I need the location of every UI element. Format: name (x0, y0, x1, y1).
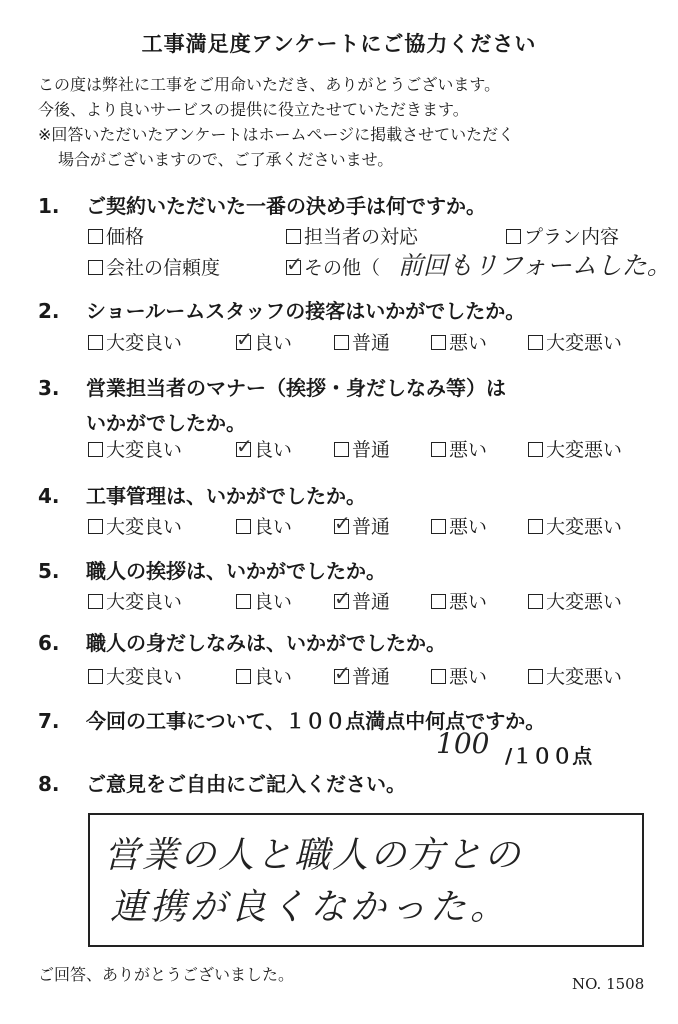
checkbox[interactable] (528, 519, 543, 534)
option-label: 良い (254, 666, 293, 688)
option-label: 良い (254, 516, 293, 538)
question-6 (38, 627, 446, 656)
option-very-good[interactable] (88, 328, 182, 355)
question-number: 4. (38, 484, 60, 508)
checkbox[interactable] (528, 594, 543, 609)
option-very-bad[interactable] (528, 662, 622, 689)
option-good[interactable] (236, 662, 292, 689)
checkbox[interactable] (431, 669, 446, 684)
option-plan[interactable] (506, 222, 619, 249)
checkbox-checked[interactable] (236, 434, 253, 458)
option-very-good[interactable] (88, 587, 182, 614)
handwritten-comment-line: 連携が良くなかった。 (110, 887, 511, 928)
option-label: 普通 (352, 516, 391, 538)
question-text: ご契約いただいた一番の決め手は何ですか。 (86, 194, 486, 218)
check-mark-icon: ✓ (236, 327, 253, 351)
question-5 (38, 555, 386, 584)
option-label: 普通 (352, 666, 391, 688)
option-normal[interactable] (334, 587, 390, 614)
option-label: 大変悪い (546, 439, 623, 461)
question-2 (38, 295, 525, 324)
option-good[interactable] (236, 512, 292, 539)
checkbox[interactable] (528, 442, 543, 457)
option-very-bad[interactable] (528, 328, 622, 355)
checkbox-checked[interactable] (334, 511, 351, 535)
question-text: 職人の身だしなみは、いかがでしたか。 (86, 631, 446, 655)
question-text: ご意見をご自由にご記入ください。 (86, 772, 406, 796)
checkbox-checked[interactable] (334, 586, 351, 610)
option-label: 価格 (106, 226, 145, 248)
question-number: 1. (38, 194, 60, 218)
checkbox[interactable] (88, 594, 103, 609)
handwritten-other-answer: 前回もリフォームした。 (398, 251, 672, 280)
option-label: 大変悪い (546, 332, 623, 354)
option-label: 悪い (449, 516, 488, 538)
check-mark-icon: ✓ (334, 661, 351, 685)
check-mark-icon: ✓ (334, 511, 351, 535)
check-mark-icon: ✓ (334, 586, 351, 610)
option-label: 大変良い (106, 516, 183, 538)
intro-line: 場合がございますので、ご了承くださいませ。 (58, 150, 394, 169)
option-trust[interactable] (88, 253, 220, 280)
option-good[interactable] (236, 587, 292, 614)
option-good[interactable] (236, 435, 292, 462)
question-number: 8. (38, 772, 60, 796)
option-label: その他（ (304, 257, 381, 279)
question-number: 3. (38, 376, 60, 400)
question-number: 6. (38, 631, 60, 655)
checkbox-checked[interactable] (236, 327, 253, 351)
option-staff-response[interactable] (286, 222, 418, 249)
option-normal[interactable] (334, 512, 390, 539)
option-label: 普通 (352, 591, 391, 613)
option-label: 悪い (449, 666, 488, 688)
option-very-good[interactable] (88, 662, 182, 689)
option-very-bad[interactable] (528, 435, 622, 462)
option-label: 悪い (449, 332, 488, 354)
document-number: NO. 1508 (572, 975, 645, 993)
option-normal[interactable] (334, 435, 390, 462)
question-text: 営業担当者のマナー（挨拶・身だしなみ等）は (86, 376, 506, 400)
check-mark-icon: ✓ (236, 434, 253, 458)
checkbox[interactable] (88, 669, 103, 684)
question-4 (38, 480, 366, 509)
option-label: 悪い (449, 591, 488, 613)
option-label: 大変良い (106, 332, 183, 354)
option-very-good[interactable] (88, 512, 182, 539)
option-label: 普通 (352, 439, 391, 461)
question-text: ショールームスタッフの接客はいかがでしたか。 (86, 299, 526, 323)
checkbox[interactable] (334, 335, 349, 350)
option-very-bad[interactable] (528, 512, 622, 539)
option-normal[interactable] (334, 662, 390, 689)
checkbox[interactable] (236, 519, 251, 534)
intro-line: ※回答いただいたアンケートはホームページに掲載させていただく (38, 125, 515, 144)
option-label: 大変良い (106, 439, 183, 461)
checkbox[interactable] (528, 669, 543, 684)
option-label: 良い (254, 591, 293, 613)
option-label: 普通 (352, 332, 391, 354)
option-label: 担当者の対応 (304, 226, 419, 248)
intro-line: この度は弊社に工事をご用命いただき、ありがとうございます。 (38, 75, 501, 94)
option-label: 良い (254, 332, 293, 354)
intro-text (38, 72, 514, 172)
checkbox[interactable] (88, 519, 103, 534)
handwritten-comment-line: 営業の人と職人の方との (104, 835, 523, 876)
comment-box[interactable] (88, 813, 644, 947)
checkbox[interactable] (431, 442, 446, 457)
question-8 (38, 768, 406, 797)
checkbox[interactable] (88, 229, 103, 244)
option-bad[interactable] (431, 435, 487, 462)
option-label: 大変悪い (546, 516, 623, 538)
option-label: 悪い (449, 439, 488, 461)
option-label: 大変良い (106, 591, 183, 613)
question-3 (38, 372, 506, 436)
option-bad[interactable] (431, 512, 487, 539)
check-mark-icon: ✓ (286, 252, 303, 276)
handwritten-score: 100 (436, 727, 490, 760)
checkbox[interactable] (506, 229, 521, 244)
checkbox[interactable] (431, 519, 446, 534)
checkbox-checked[interactable] (286, 252, 303, 276)
option-label: 良い (254, 439, 293, 461)
checkbox[interactable] (431, 594, 446, 609)
question-text: 今回の工事について、１００点満点中何点ですか。 (86, 709, 546, 733)
option-good[interactable] (236, 328, 292, 355)
question-text: 職人の挨拶は、いかがでしたか。 (86, 559, 386, 583)
option-other[interactable] (286, 253, 380, 280)
checkbox[interactable] (236, 669, 251, 684)
question-text-continued: いかがでしたか。 (86, 411, 246, 435)
option-label: 大変良い (106, 666, 183, 688)
option-normal[interactable] (334, 328, 390, 355)
checkbox[interactable] (236, 594, 251, 609)
checkbox[interactable] (334, 442, 349, 457)
option-label: 大変悪い (546, 666, 623, 688)
checkbox[interactable] (286, 229, 301, 244)
question-1 (38, 190, 486, 219)
question-number: 2. (38, 299, 60, 323)
checkbox[interactable] (88, 442, 103, 457)
option-label: 大変悪い (546, 591, 623, 613)
option-bad[interactable] (431, 328, 487, 355)
checkbox-checked[interactable] (334, 661, 351, 685)
option-very-good[interactable] (88, 435, 182, 462)
option-very-bad[interactable] (528, 587, 622, 614)
question-number: 7. (38, 709, 60, 733)
option-bad[interactable] (431, 662, 487, 689)
checkbox[interactable] (431, 335, 446, 350)
checkbox[interactable] (88, 260, 103, 275)
option-bad[interactable] (431, 587, 487, 614)
option-label: 会社の信頼度 (106, 257, 221, 279)
option-price[interactable] (88, 222, 144, 249)
score-suffix: /１００点 (505, 744, 593, 768)
option-label: プラン内容 (524, 226, 620, 248)
checkbox[interactable] (528, 335, 543, 350)
checkbox[interactable] (88, 335, 103, 350)
survey-title: 工事満足度アンケートにご協力ください (141, 32, 537, 56)
intro-line: 今後、より良いサービスの提供に役立たせていただきます。 (38, 100, 469, 119)
question-text: 工事管理は、いかがでしたか。 (86, 484, 366, 508)
question-number: 5. (38, 559, 60, 583)
footer-thanks: ご回答、ありがとうございました。 (38, 965, 295, 984)
